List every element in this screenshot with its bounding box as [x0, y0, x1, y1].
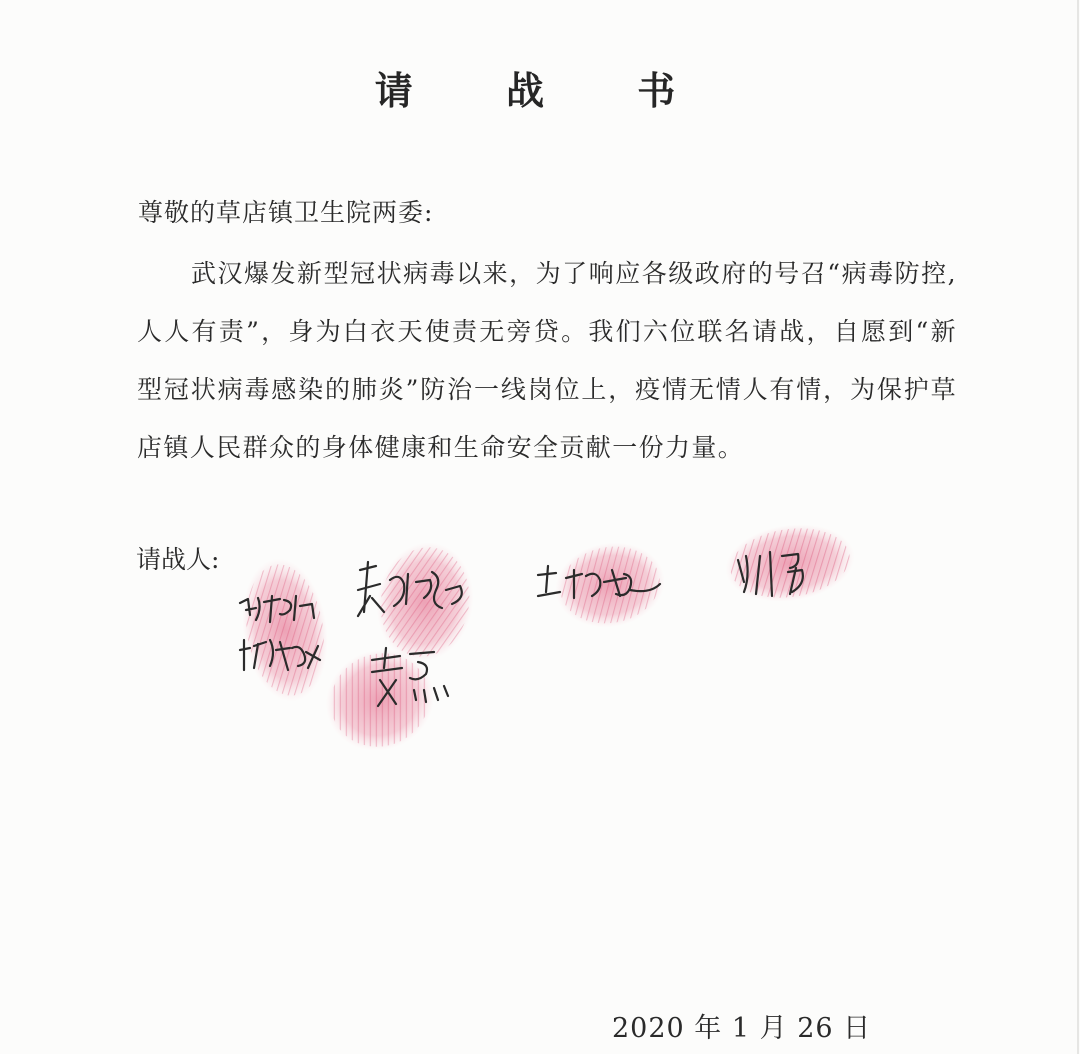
- salutation: 尊敬的草店镇卫生院两委:: [138, 198, 434, 227]
- body-paragraph: 武汉爆发新型冠状病毒以来，为了响应各级政府的号召“病毒防控,人人有责”，身为白衣天使责无旁贷。我们六位联名请战，自愿到“新型冠状病毒感染的肺炎”防治一线岗位上，疫情无情人有情，为保护草店镇人民群众的身体健康和生命安全贡献一份力量。: [137, 259, 957, 462]
- document-date: 2020 年 1 月 26 日: [612, 1013, 872, 1044]
- fingerprint-1: [233, 553, 336, 707]
- fingerprint-4: [549, 534, 672, 636]
- signers-label: 请战人:: [136, 545, 220, 574]
- fingerprint-5: [720, 516, 859, 609]
- document-title: 请 战 书: [374, 68, 716, 113]
